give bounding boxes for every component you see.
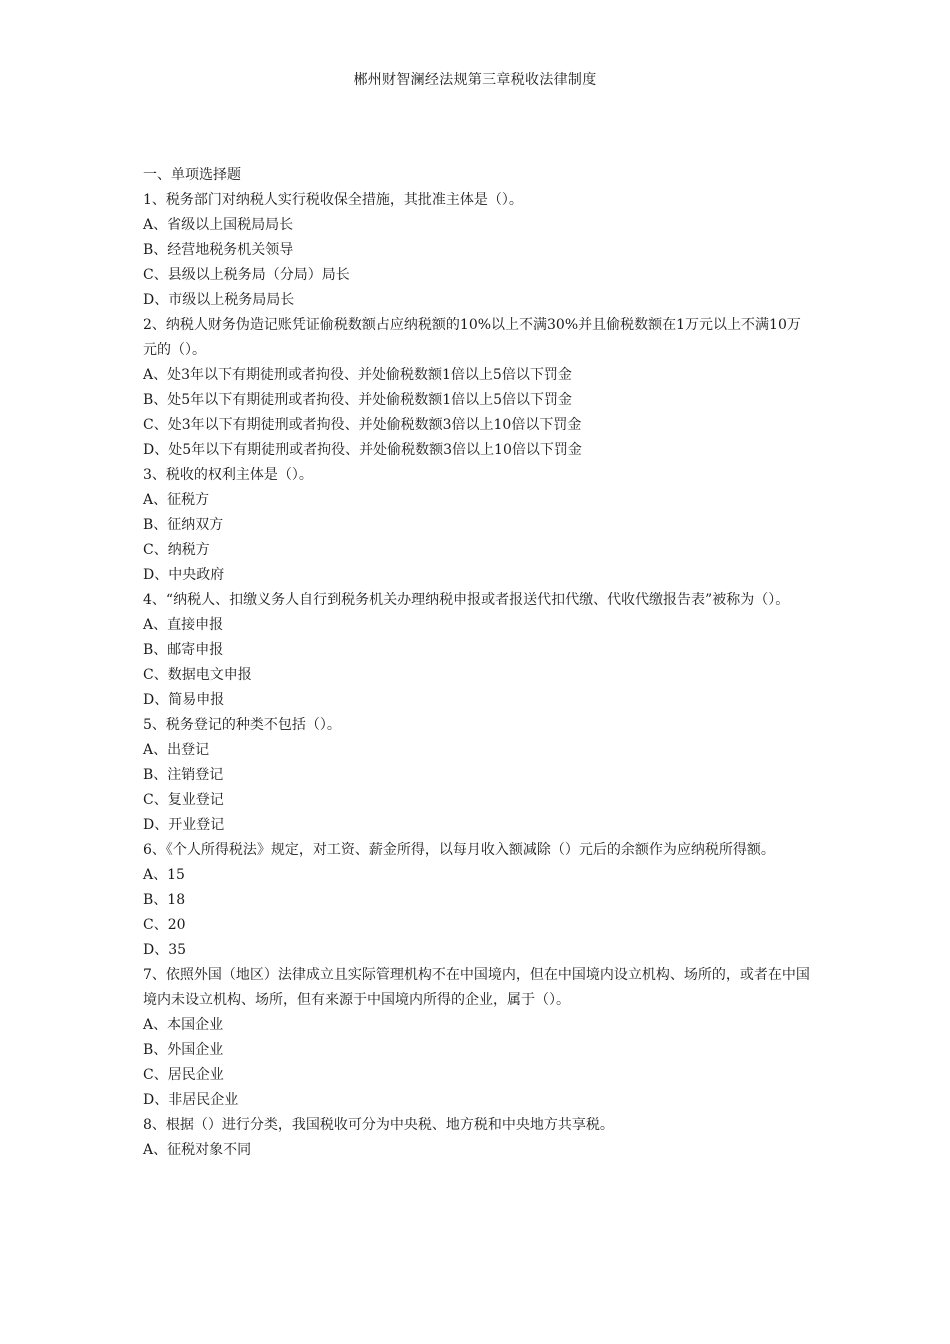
document-title: 郴州财智澜经法规第三章税收法律制度	[353, 72, 597, 88]
answer-option: C、县级以上税务局（分局）局长	[143, 267, 350, 283]
answer-option: A、省级以上国税局局长	[143, 217, 294, 233]
answer-option: A、直接申报	[143, 617, 224, 633]
answer-option: D、35	[143, 942, 187, 958]
question-block	[143, 1113, 813, 1163]
answer-option: D、简易申报	[143, 692, 225, 708]
answer-option: B、邮寄申报	[143, 642, 224, 658]
answer-option: D、处5年以下有期徒刑或者拘役、并处偷税数额3倍以上10倍以下罚金	[143, 442, 582, 458]
answer-option: A、处3年以下有期徒刑或者拘役、并处偷税数额1倍以上5倍以下罚金	[143, 367, 572, 383]
question-stem: 6、《个人所得税法》规定，对工资、薪金所得，以每月收入额减除（）元后的余额作为应纳税所得额。	[143, 842, 775, 858]
answer-option: D、非居民企业	[143, 1092, 239, 1108]
answer-option: A、本国企业	[143, 1017, 224, 1033]
question-stem: 5、税务登记的种类不包括（）。	[143, 717, 341, 733]
question-stem: 7、依照外国（地区）法律成立且实际管理机构不在中国境内，但在中国境内设立机构、场所的，或者在中国境内未设立机构、场所，但有来源于中国境内所得的企业，属于（）。	[143, 967, 810, 1008]
question-block	[143, 713, 813, 838]
answer-option: C、20	[143, 917, 186, 933]
answer-option: B、注销登记	[143, 767, 224, 783]
question-stem: 3、税收的权利主体是（）。	[143, 467, 313, 483]
question-block	[143, 963, 813, 1113]
answer-option: A、征税方	[143, 492, 210, 508]
answer-option: B、处5年以下有期徒刑或者拘役、并处偷税数额1倍以上5倍以下罚金	[143, 392, 573, 408]
answer-option: D、市级以上税务局局长	[143, 292, 295, 308]
answer-option: A、出登记	[143, 742, 210, 758]
question-block	[143, 188, 813, 313]
question-stem: 2、纳税人财务伪造记账凭证偷税数额占应纳税额的10%以上不满30%并且偷税数额在1万元以上不满10万元的（）。	[143, 317, 801, 358]
answer-option: C、纳税方	[143, 542, 210, 558]
question-stem: 1、税务部门对纳税人实行税收保全措施，其批准主体是（）。	[143, 192, 523, 208]
document-body	[143, 163, 813, 1163]
question-block	[143, 313, 813, 463]
answer-option: A、15	[143, 867, 185, 883]
answer-option: B、外国企业	[143, 1042, 224, 1058]
question-block	[143, 838, 813, 963]
answer-option: D、中央政府	[143, 567, 225, 583]
answer-option: C、居民企业	[143, 1067, 224, 1083]
answer-option: D、开业登记	[143, 817, 225, 833]
answer-option: A、征税对象不同	[143, 1142, 252, 1158]
answer-option: B、征纳双方	[143, 517, 224, 533]
answer-option: C、数据电文申报	[143, 667, 252, 683]
section-heading: 一、单项选择题	[143, 167, 241, 183]
answer-option: C、处3年以下有期徒刑或者拘役、并处偷税数额3倍以上10倍以下罚金	[143, 417, 582, 433]
question-stem: 4、“纳税人、扣缴义务人自行到税务机关办理纳税申报或者报送代扣代缴、代收代缴报告表”被称为（）。	[143, 592, 790, 608]
question-stem: 8、根据（）进行分类，我国税收可分为中央税、地方税和中央地方共享税。	[143, 1117, 614, 1133]
answer-option: B、经营地税务机关领导	[143, 242, 294, 258]
answer-option: B、18	[143, 892, 186, 908]
question-block	[143, 588, 813, 713]
question-block	[143, 463, 813, 588]
answer-option: C、复业登记	[143, 792, 224, 808]
